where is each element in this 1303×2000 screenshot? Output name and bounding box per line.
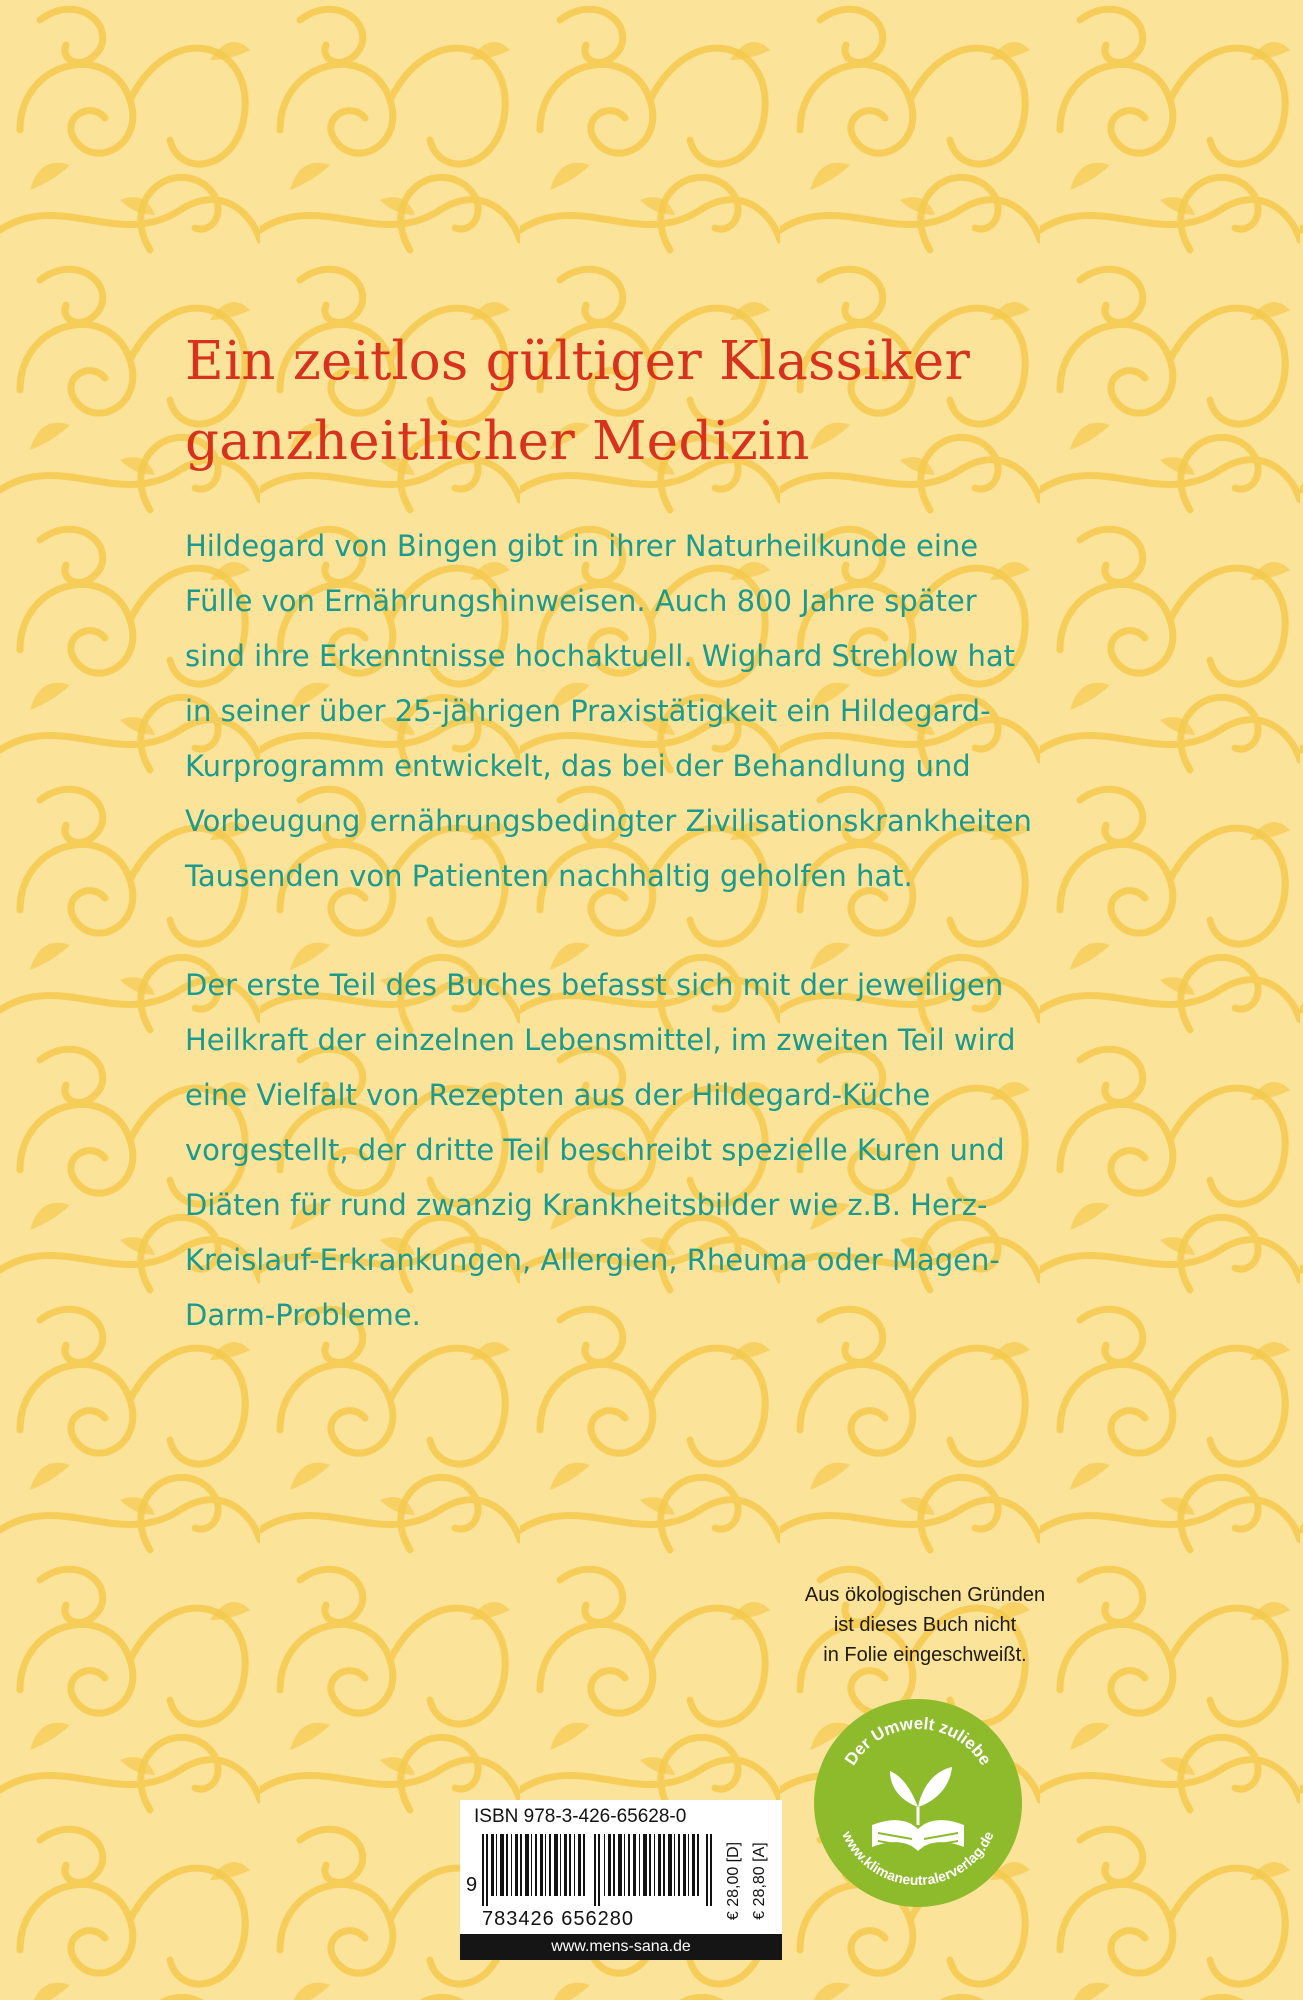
paragraph-line: Hildegard von Bingen gibt in ihrer Naturheilkunde eine	[185, 529, 979, 563]
eco-note-line: ist dieses Buch nicht	[833, 1614, 1017, 1636]
eco-note	[760, 1580, 1090, 1670]
environment-seal	[812, 1697, 1024, 1909]
paragraph-line: eine Vielfalt von Rezepten aus der Hildegard-Küche	[185, 1078, 931, 1112]
headline	[185, 322, 1185, 482]
paragraph-line: Fülle von Ernährungshinweisen. Auch 800 Jahre später	[185, 584, 977, 618]
seal-bottom-text: www.klimaneutralerverlag.de	[839, 1828, 997, 1889]
paragraph-line: Heilkraft der einzelnen Lebensmittel, im zweiten Teil wird	[185, 1023, 1016, 1057]
barcode-bars	[482, 1834, 714, 1906]
barcode-digits: 783426 656280	[482, 1908, 635, 1930]
barcode-label	[460, 1800, 782, 1960]
eco-note-line: Aus ökologischen Gründen	[804, 1584, 1046, 1606]
paragraph-line: in seiner über 25-jährigen Praxistätigkeit ein Hildegard-	[185, 694, 991, 728]
isbn-text: ISBN 978-3-426-65628-0	[474, 1806, 687, 1827]
price-germany	[722, 1836, 746, 1926]
description-paragraph-2	[185, 958, 1125, 1343]
barcode-lead-digit: 9	[466, 1874, 478, 1896]
paragraph-line: Der erste Teil des Buches befasst sich mit der jeweiligen	[185, 968, 1004, 1002]
paragraph-line: Tausenden von Patienten nachhaltig geholfen hat.	[185, 859, 913, 893]
publisher-website: www.mens-sana.de	[460, 1934, 782, 1960]
headline-line-1: Ein zeitlos gültiger Klassiker	[185, 331, 971, 392]
paragraph-line: sind ihre Erkenntnisse hochaktuell. Wighard Strehlow hat	[185, 639, 1016, 673]
headline-line-2: ganzheitlicher Medizin	[185, 411, 810, 472]
paragraph-line: Darm-Probleme.	[185, 1298, 421, 1332]
paragraph-line: vorgestellt, der dritte Teil beschreibt spezielle Kuren und	[185, 1133, 1005, 1167]
price-austria	[748, 1836, 772, 1926]
paragraph-line: Diäten für rund zwanzig Krankheitsbilder wie z.B. Herz-	[185, 1188, 988, 1222]
paragraph-line: Kurprogramm entwickelt, das bei der Behandlung und	[185, 749, 971, 783]
description-paragraph-1	[185, 519, 1125, 904]
paragraph-line: Vorbeugung ernährungsbedingter Zivilisationskrankheiten	[185, 804, 1032, 838]
price-germany-text: € 28,00 [D]	[725, 1841, 742, 1921]
seal-top-text: Der Umwelt zuliebe	[840, 1713, 996, 1769]
eco-note-line: in Folie eingeschweißt.	[823, 1644, 1027, 1666]
paragraph-line: Kreislauf-Erkrankungen, Allergien, Rheuma oder Magen-	[185, 1243, 1000, 1277]
price-austria-text: € 28,80 [A]	[751, 1842, 768, 1920]
